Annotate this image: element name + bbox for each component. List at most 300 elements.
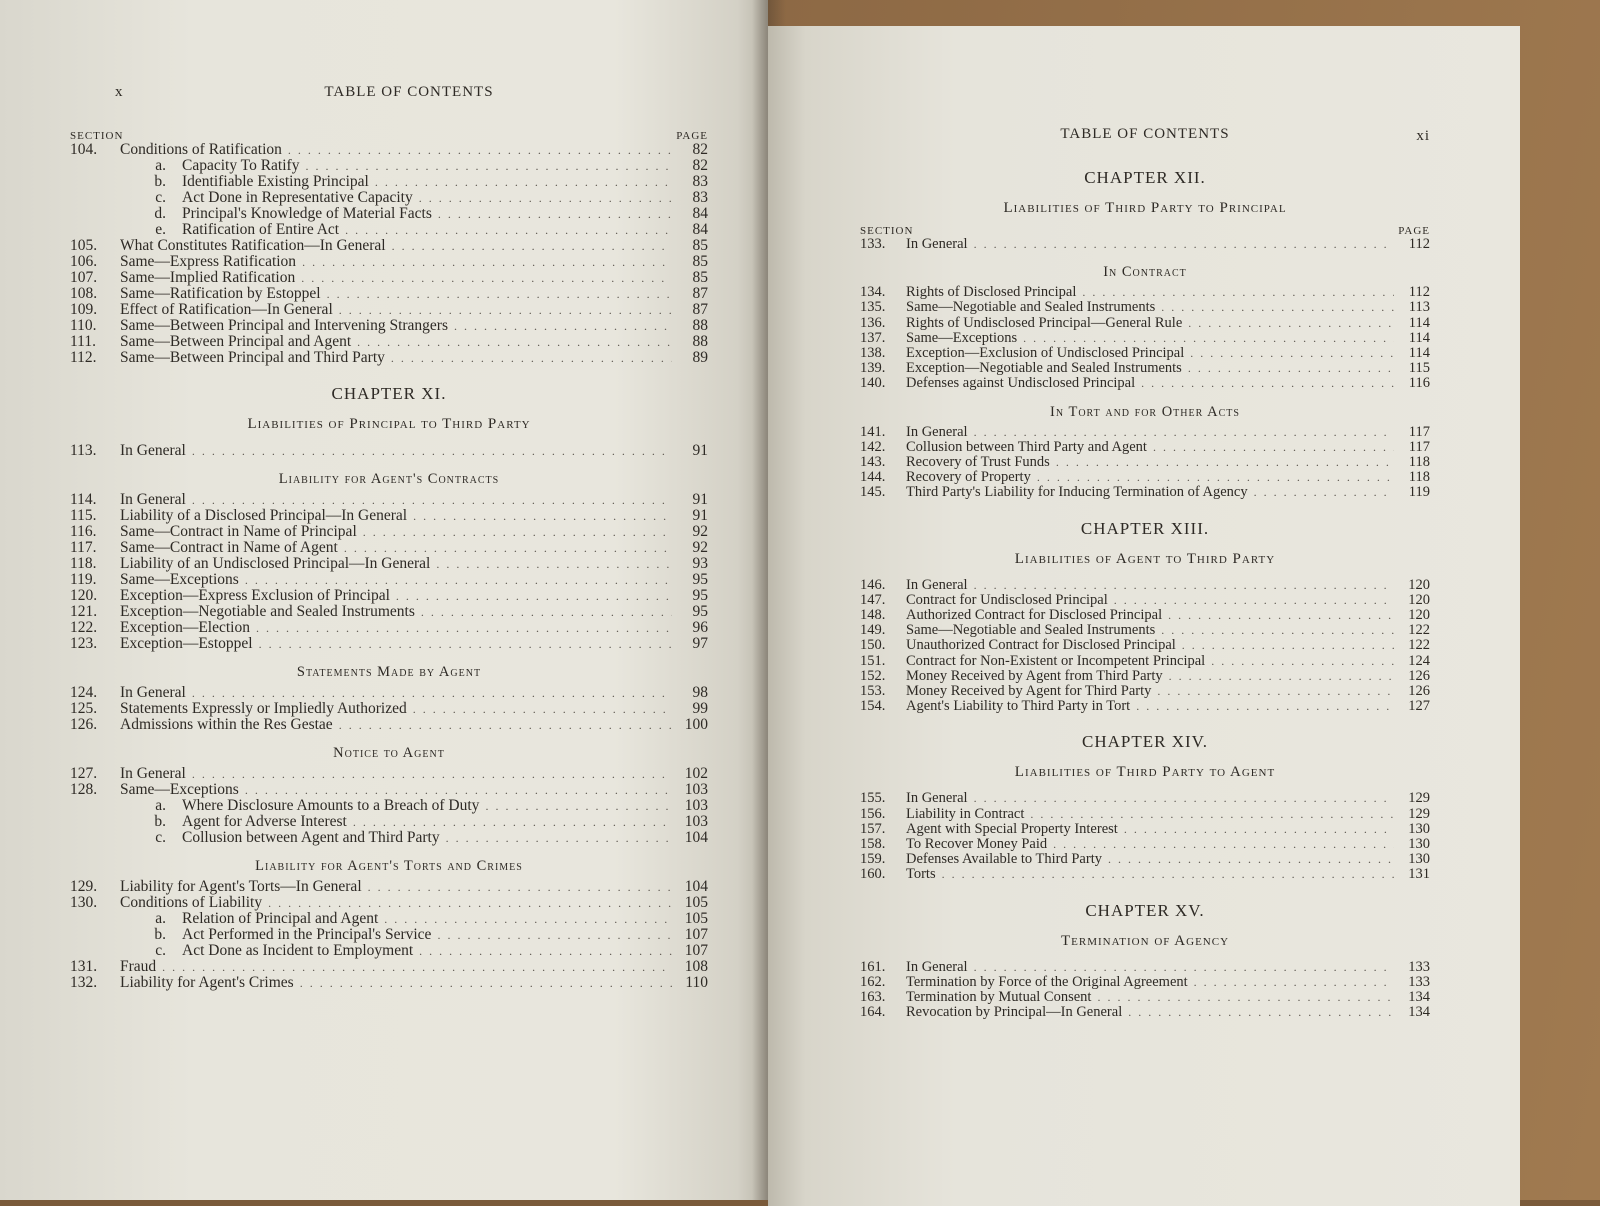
toc-entry-list [860, 960, 1430, 1021]
entry-title: Same—Contract in Name of Agent [120, 539, 338, 556]
section-number: 120. [70, 587, 98, 604]
toc-entry [860, 578, 1430, 593]
section-number: 150. [860, 637, 886, 654]
section-number: 113. [70, 442, 97, 459]
leader-dots [1211, 654, 1394, 669]
leader-dots [375, 174, 672, 190]
toc-entry [70, 443, 708, 459]
entry-title: Liability of an Undisclosed Principal—In General [120, 555, 431, 572]
page-number: 99 [692, 700, 708, 717]
leader-dots [1254, 485, 1394, 500]
entry-title: In General [120, 442, 186, 459]
leader-dots [419, 190, 672, 206]
toc-entry [860, 990, 1430, 1005]
toc-entry [860, 285, 1430, 300]
toc-entry-list [70, 685, 708, 733]
section-number: 132. [70, 974, 98, 991]
toc-entry [860, 316, 1430, 331]
page-number: 104 [684, 829, 708, 846]
entry-title: Act Performed in the Principal's Service [182, 926, 432, 943]
section-number: 145. [860, 484, 886, 501]
page-number: 112 [1408, 236, 1430, 252]
page-number: 124 [1408, 652, 1430, 669]
entry-title: Capacity To Ratify [182, 157, 300, 174]
leader-dots [327, 286, 672, 302]
page-number: 98 [692, 684, 708, 701]
section-number: 140. [860, 375, 886, 392]
section-number: 115. [70, 507, 97, 524]
entry-title: Rights of Undisclosed Principal—General Rule [906, 314, 1183, 331]
section-number: 106. [70, 253, 98, 270]
chapter-block [860, 732, 1430, 882]
leader-dots [339, 302, 672, 318]
section-number: 147. [860, 591, 886, 608]
toc-entry [860, 638, 1430, 653]
page-number: 127 [1408, 698, 1430, 715]
section-number: 109. [70, 301, 98, 318]
column-headings [70, 124, 708, 142]
page-number: 105 [684, 910, 708, 927]
toc-subentry [70, 830, 708, 846]
leader-dots [363, 524, 672, 540]
entry-title: Contract for Undisclosed Principal [906, 591, 1108, 608]
section-number: 149. [860, 622, 886, 639]
leader-dots [245, 782, 672, 798]
page-number: 91 [692, 442, 708, 459]
leader-dots [1182, 638, 1394, 653]
leader-dots [368, 879, 672, 895]
section-number: 151. [860, 652, 886, 669]
entry-title: Conditions of Liability [120, 894, 263, 911]
toc-entry [70, 895, 708, 911]
toc-entry [860, 346, 1430, 361]
running-title: TABLE OF CONTENTS [1060, 126, 1230, 142]
leader-dots [436, 556, 672, 572]
leader-dots [1188, 316, 1394, 331]
page-number: 82 [692, 141, 708, 158]
toc-entry [860, 654, 1430, 669]
toc-entry [70, 238, 708, 254]
section-number: 141. [860, 423, 886, 440]
page-number: 107 [684, 926, 708, 943]
toc-entry-list [70, 492, 708, 652]
page-number: 107 [684, 942, 708, 959]
toc-entry [70, 302, 708, 318]
entry-title: Ratification of Entire Act [182, 221, 340, 238]
toc-entry [860, 361, 1430, 376]
chapter-block [860, 519, 1430, 715]
section-number: 152. [860, 667, 886, 684]
toc-entry [70, 508, 708, 524]
page-number: 114 [1408, 345, 1430, 362]
entry-title: Exception—Election [120, 619, 250, 636]
toc-subentry [70, 911, 708, 927]
toc-entry [860, 331, 1430, 346]
leader-dots [1030, 807, 1394, 822]
entry-title: Collusion between Third Party and Agent [906, 438, 1147, 455]
chapter-title: Liabilities of Principal to Third Party [247, 416, 531, 432]
entry-title: In General [906, 576, 968, 593]
leader-dots [1188, 361, 1394, 376]
entry-title: Same—Contract in Name of Principal [120, 523, 357, 540]
entry-title: Same—Express Ratification [120, 253, 297, 270]
entry-title: Rights of Disclosed Principal [906, 284, 1077, 301]
entry-title: Liability for Agent's Torts—In General [120, 878, 362, 895]
entry-title: Act Done as Incident to Employment [182, 942, 414, 959]
entry-title: Identifiable Existing Principal [182, 173, 369, 190]
page-number: 88 [692, 333, 708, 350]
section-number: 142. [860, 438, 886, 455]
section-number: 117. [70, 539, 97, 556]
page-number: 108 [684, 958, 708, 975]
entry-title: What Constitutes Ratification—In General [120, 237, 386, 254]
toc-entry [860, 237, 1430, 252]
section-number: 156. [860, 805, 886, 822]
leader-dots [259, 636, 672, 652]
leader-dots [300, 975, 672, 991]
toc-entry [70, 959, 708, 975]
leader-dots [192, 492, 672, 508]
chapter-heading: CHAPTER XIII. [1080, 518, 1210, 538]
section-number: 144. [860, 469, 886, 486]
toc-entry [70, 636, 708, 652]
page-column-label: PAGE [1398, 225, 1430, 237]
leader-dots [1053, 837, 1394, 852]
page-number: 114 [1408, 329, 1430, 346]
page-number: 131 [1408, 866, 1430, 883]
entry-title: Liability for Agent's Crimes [120, 974, 294, 991]
section-number: 159. [860, 851, 886, 868]
entry-title: Same—Exceptions [120, 781, 239, 798]
section-number: 161. [860, 958, 886, 975]
leader-dots [1157, 684, 1394, 699]
toc-entry [860, 684, 1430, 699]
toc-entry [860, 791, 1430, 806]
entry-title: Termination by Force of the Original Agreement [906, 973, 1188, 990]
leader-dots [1161, 623, 1394, 638]
toc-entry-list [860, 285, 1430, 391]
subsection-heading: Notice to Agent [333, 745, 445, 761]
leader-dots [1097, 990, 1394, 1005]
page-number: 96 [692, 619, 708, 636]
section-number: 136. [860, 314, 886, 331]
page-number: 87 [692, 301, 708, 318]
section-number: 143. [860, 454, 886, 471]
entry-title: Exception—Negotiable and Sealed Instruments [120, 603, 415, 620]
section-column-label: SECTION [70, 130, 124, 142]
entry-title: Same—Exceptions [906, 329, 1018, 346]
section-number: 123. [70, 635, 98, 652]
entry-title: Fraud [120, 958, 157, 975]
toc-entry [70, 142, 708, 158]
leader-dots [1023, 331, 1394, 346]
toc-entry [860, 852, 1430, 867]
leader-dots [192, 766, 672, 782]
page-number: 100 [684, 716, 708, 733]
toc-entry [860, 699, 1430, 714]
section-number: 116. [70, 523, 97, 540]
page-number: 105 [684, 894, 708, 911]
section-number: a. [155, 157, 166, 174]
leader-dots [288, 142, 672, 158]
section-number: 131. [70, 958, 98, 975]
toc-entry [70, 588, 708, 604]
entry-title: In General [120, 491, 186, 508]
leader-dots [1037, 470, 1394, 485]
section-number: 158. [860, 836, 886, 853]
toc-subentry [70, 927, 708, 943]
page-number: 85 [692, 237, 708, 254]
page-number: 88 [692, 317, 708, 334]
toc-entry-list [860, 791, 1430, 882]
page-number: 85 [692, 253, 708, 270]
entry-title: Contract for Non-Existent or Incompetent Principal [906, 652, 1206, 669]
page-number: 92 [692, 523, 708, 540]
leader-dots [339, 717, 672, 733]
page-number: 103 [684, 797, 708, 814]
leader-dots [413, 701, 672, 717]
page-number: 103 [684, 813, 708, 830]
leader-dots [391, 350, 672, 366]
page-number: 84 [692, 221, 708, 238]
toc-entry [70, 604, 708, 620]
leader-dots [974, 960, 1394, 975]
section-number: 155. [860, 790, 886, 807]
leader-dots [1114, 593, 1394, 608]
entry-title: In General [906, 236, 968, 252]
toc-entry [70, 254, 708, 270]
page-number: 87 [692, 285, 708, 302]
page-number: 119 [1408, 484, 1430, 501]
toc-entry [860, 960, 1430, 975]
toc-entry [860, 440, 1430, 455]
section-number: b. [154, 813, 166, 830]
chapter-title: Liabilities of Third Party to Principal [1003, 200, 1287, 216]
toc-entry [860, 822, 1430, 837]
toc-entry [860, 1005, 1430, 1020]
section-number: 118. [70, 555, 97, 572]
entry-title: In General [120, 765, 186, 782]
entry-title: Admissions within the Res Gestae [120, 716, 333, 733]
entry-title: Unauthorized Contract for Disclosed Principal [906, 637, 1176, 654]
entry-title: Agent with Special Property Interest [906, 820, 1118, 837]
page-number: 116 [1408, 375, 1430, 392]
leader-dots [942, 867, 1394, 882]
leader-dots [1124, 822, 1394, 837]
section-number: 125. [70, 700, 98, 717]
page-number: 115 [1408, 360, 1430, 377]
section-number: 148. [860, 607, 886, 624]
leader-dots [1190, 346, 1394, 361]
toc-entry-list [860, 578, 1430, 715]
page-number: 89 [692, 349, 708, 366]
page-folio: x [115, 84, 124, 100]
entry-title: Statements Expressly or Impliedly Authorized [120, 700, 407, 717]
leader-dots [446, 830, 672, 846]
section-column-label: SECTION [860, 225, 914, 237]
entry-title: In General [906, 958, 968, 975]
toc-entry-list [860, 425, 1430, 501]
entry-title: Money Received by Agent for Third Party [906, 683, 1152, 700]
subsection-heading: In Tort and for Other Acts [1050, 403, 1240, 420]
leader-dots [392, 238, 672, 254]
page-number: 112 [1408, 284, 1430, 301]
section-number: 124. [70, 684, 98, 701]
section-number: 121. [70, 603, 98, 620]
entry-title: Money Received by Agent from Third Party [906, 667, 1163, 684]
page-number: 126 [1408, 683, 1430, 700]
leader-dots [245, 572, 672, 588]
leader-dots [192, 685, 672, 701]
page-number: 103 [684, 781, 708, 798]
running-title: TABLE OF CONTENTS [324, 84, 494, 100]
toc-entry [70, 766, 708, 782]
page-number: 129 [1408, 805, 1430, 822]
page-number: 95 [692, 603, 708, 620]
page-number: 130 [1408, 820, 1430, 837]
toc-sections [70, 471, 708, 991]
toc-entry [860, 669, 1430, 684]
toc-entry [70, 524, 708, 540]
leader-dots [345, 222, 672, 238]
toc-entry [70, 879, 708, 895]
page-number: 133 [1408, 973, 1430, 990]
page-number: 93 [692, 555, 708, 572]
toc-entry [860, 425, 1430, 440]
section-number: 137. [860, 329, 886, 346]
section-number: 130. [70, 894, 98, 911]
page-number: 91 [692, 491, 708, 508]
toc-entry [70, 717, 708, 733]
leader-dots [256, 620, 672, 636]
page-folio: xi [1416, 128, 1430, 144]
entry-title: Collusion between Agent and Third Party [182, 829, 440, 846]
page-number: 117 [1408, 438, 1430, 455]
section-number: 107. [70, 269, 98, 286]
chapter-title: Liabilities of Third Party to Agent [1014, 764, 1276, 781]
section-number: 164. [860, 1004, 886, 1021]
leader-dots [302, 254, 672, 270]
chapter-title: Termination of Agency [1060, 932, 1230, 949]
page-number: 110 [685, 974, 708, 991]
leader-dots [1169, 669, 1394, 684]
toc-subentry [70, 814, 708, 830]
page-number: 102 [684, 765, 708, 782]
leader-dots [162, 959, 672, 975]
entry-title: Agent for Adverse Interest [182, 813, 347, 830]
leader-dots [437, 927, 672, 943]
section-number: a. [155, 797, 166, 814]
entry-title: Recovery of Property [906, 469, 1031, 486]
subsection-heading: Liability for Agent's Contracts [278, 471, 500, 487]
entry-title: Principal's Knowledge of Material Facts [182, 205, 432, 222]
leader-dots [301, 270, 672, 286]
entry-title: Defenses Available to Third Party [906, 851, 1102, 868]
section-number: 104. [70, 141, 98, 158]
toc-entry [860, 623, 1430, 638]
leader-dots [344, 540, 672, 556]
toc-subentry [70, 158, 708, 174]
section-number: e. [155, 221, 166, 238]
entry-title: Exception—Exclusion of Undisclosed Principal [906, 345, 1185, 362]
toc-entry-list [70, 766, 708, 846]
leader-dots [1194, 975, 1394, 990]
section-number: c. [155, 189, 166, 206]
toc-entry [860, 867, 1430, 882]
section-number: 119. [70, 571, 97, 588]
subsection-heading: In Contract [1103, 264, 1187, 281]
leader-dots [438, 206, 672, 222]
section-number: 129. [70, 878, 98, 895]
leader-dots [353, 814, 672, 830]
leader-dots [421, 604, 672, 620]
entry-title: Same—Between Principal and Third Party [120, 349, 385, 366]
leader-dots [192, 443, 672, 459]
subsection-heading: Liability for Agent's Torts and Crimes [255, 858, 523, 874]
leader-dots [1108, 852, 1394, 867]
page-number: 92 [692, 539, 708, 556]
leader-dots [974, 237, 1394, 252]
toc-entry [860, 455, 1430, 470]
toc-entry [860, 807, 1430, 822]
leader-dots [1128, 1005, 1394, 1020]
entry-title: Same—Negotiable and Sealed Instruments [906, 622, 1156, 639]
page-number: 134 [1408, 1004, 1430, 1021]
section-number: 127. [70, 765, 98, 782]
leader-dots [1141, 376, 1394, 391]
section-number: 114. [70, 491, 97, 508]
toc-entry [860, 376, 1430, 391]
entry-title: In General [906, 790, 968, 807]
leader-dots [1168, 608, 1394, 623]
section-number: 133. [860, 236, 886, 252]
entry-title: In General [120, 684, 186, 701]
page-number: 114 [1408, 314, 1430, 331]
right-page [768, 26, 1520, 1206]
entry-title: Exception—Estoppel [120, 635, 253, 652]
page-number: 129 [1408, 790, 1430, 807]
chapter-block [860, 168, 1430, 501]
section-number: 139. [860, 360, 886, 377]
page-number: 133 [1408, 958, 1430, 975]
toc-entry [70, 318, 708, 334]
page-number: 120 [1408, 607, 1430, 624]
section-number: 162. [860, 973, 886, 990]
section-number: 122. [70, 619, 98, 636]
section-number: c. [155, 942, 166, 959]
page-number: 91 [692, 507, 708, 524]
entry-title: Third Party's Liability for Inducing Termination of Agency [906, 484, 1248, 501]
entry-title: Recovery of Trust Funds [906, 454, 1050, 471]
section-number: b. [154, 173, 166, 190]
entry-title: Exception—Express Exclusion of Principal [120, 587, 390, 604]
section-number: b. [154, 926, 166, 943]
page-number: 104 [684, 878, 708, 895]
leader-dots [419, 943, 672, 959]
leader-dots [268, 895, 672, 911]
chapter-heading: CHAPTER XI. [331, 384, 447, 403]
leader-dots [454, 318, 672, 334]
toc-chapters [860, 168, 1430, 1021]
section-number: 163. [860, 989, 886, 1006]
page-number: 120 [1408, 576, 1430, 593]
entry-title: Agent's Liability to Third Party in Tort [906, 698, 1131, 715]
entry-title: Same—Negotiable and Sealed Instruments [906, 299, 1156, 316]
entry-title: Liability of a Disclosed Principal—In General [120, 507, 408, 524]
toc-entry [70, 782, 708, 798]
toc-entry [70, 286, 708, 302]
chapter-heading: CHAPTER XV. [1085, 900, 1205, 920]
